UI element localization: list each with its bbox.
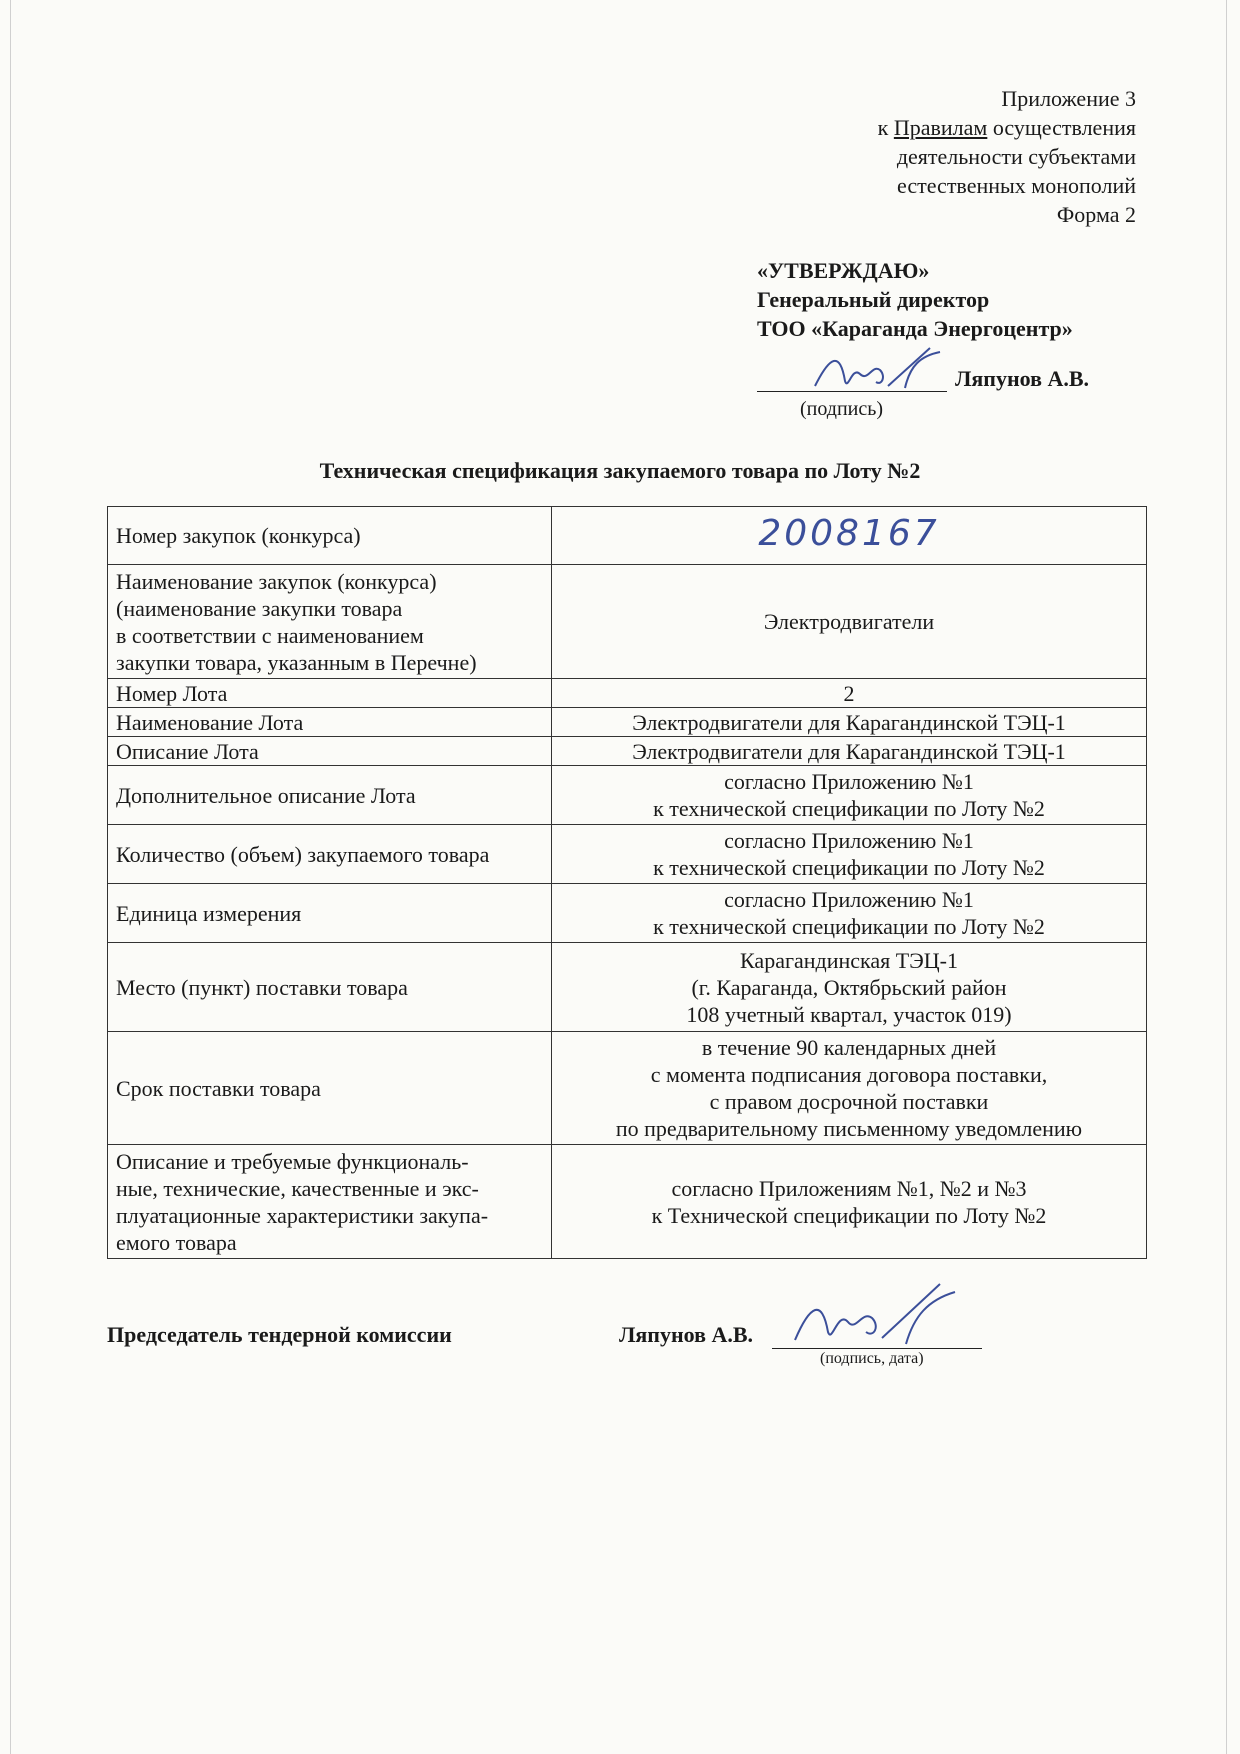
appendix-line: [878, 113, 1136, 142]
row-key: Дополнительное описание Лота: [108, 766, 552, 825]
appendix-line: деятельности субъектами: [896, 144, 1136, 169]
form-number: Форма 2: [1056, 202, 1136, 227]
table-row: [108, 679, 1147, 708]
table-row: [108, 1145, 1147, 1259]
handwritten-signature: [790, 1280, 960, 1350]
row-value: Карагандинская ТЭЦ-1 (г. Караганда, Октябрьский район 108 учетный квартал, участок 019): [552, 943, 1147, 1032]
row-key: Номер закупок (конкурса): [108, 507, 552, 565]
table-row: [108, 737, 1147, 766]
row-value: Электродвигатели: [552, 565, 1147, 679]
signature-caption: (подпись, дата): [820, 1350, 924, 1367]
row-value: в течение 90 календарных дней с момента подписания договора поставки, с правом досрочной поставки по предварительному письменному уведомлению: [552, 1032, 1147, 1145]
handwritten-signature: [810, 346, 950, 396]
row-key: Наименование Лота: [108, 708, 552, 737]
appendix-line: Приложение 3: [1001, 86, 1136, 111]
appendix-note: [878, 84, 1136, 229]
row-key: Единица измерения: [108, 884, 552, 943]
approval-block: [757, 256, 1073, 343]
rules-link[interactable]: Правилам: [893, 115, 988, 140]
approver-name: Ляпунов А.В.: [955, 366, 1090, 391]
row-key: Место (пункт) поставки товара: [108, 943, 552, 1032]
specification-table: [107, 506, 1147, 1259]
appendix-prefix: к: [877, 115, 894, 140]
approval-title: «УТВЕРЖДАЮ»: [757, 258, 930, 283]
scan-edge-left: [10, 0, 11, 1754]
row-value: Электродвигатели для Карагандинской ТЭЦ-1: [552, 708, 1147, 737]
row-key: Описание и требуемые функциональ- ные, технические, качественные и экс- плуатационные характеристики закупа- емого товара: [108, 1145, 552, 1259]
chair-title: Председатель тендерной комиссии: [107, 1322, 452, 1347]
table-row: [108, 825, 1147, 884]
row-value: Электродвигатели для Карагандинской ТЭЦ-1: [552, 737, 1147, 766]
approval-company: ТОО «Караганда Энергоцентр»: [757, 316, 1073, 341]
row-key: Описание Лота: [108, 737, 552, 766]
row-value: согласно Приложениям №1, №2 и №3 к Технической спецификации по Лоту №2: [552, 1145, 1147, 1259]
signature-caption: (подпись): [800, 398, 884, 420]
table-row: [108, 1032, 1147, 1145]
row-key: Количество (объем) закупаемого товара: [108, 825, 552, 884]
table-row: [108, 708, 1147, 737]
table-row: [108, 943, 1147, 1032]
table-row: [108, 766, 1147, 825]
row-value: [552, 507, 1147, 565]
table-row: [108, 507, 1147, 565]
appendix-line: естественных монополий: [897, 173, 1136, 198]
approval-position: Генеральный директор: [757, 287, 990, 312]
row-key: Наименование закупок (конкурса) (наименование закупки товара в соответствии с наименованием закупки товара, указанным в Перечне): [108, 565, 552, 679]
procurement-number: 2008167: [758, 513, 940, 554]
appendix-suffix: осуществления: [987, 115, 1136, 140]
row-value: согласно Приложению №1 к технической спецификации по Лоту №2: [552, 766, 1147, 825]
table-row: [108, 884, 1147, 943]
row-value: 2: [552, 679, 1147, 708]
row-key: Номер Лота: [108, 679, 552, 708]
row-value: согласно Приложению №1 к технической спецификации по Лоту №2: [552, 825, 1147, 884]
scan-edge-right: [1226, 0, 1227, 1754]
row-key: Срок поставки товара: [108, 1032, 552, 1145]
document-title: Техническая спецификация закупаемого товара по Лоту №2: [319, 458, 921, 483]
row-value: согласно Приложению №1 к технической спецификации по Лоту №2: [552, 884, 1147, 943]
chair-name: Ляпунов А.В.: [619, 1322, 754, 1347]
table-row: [108, 565, 1147, 679]
